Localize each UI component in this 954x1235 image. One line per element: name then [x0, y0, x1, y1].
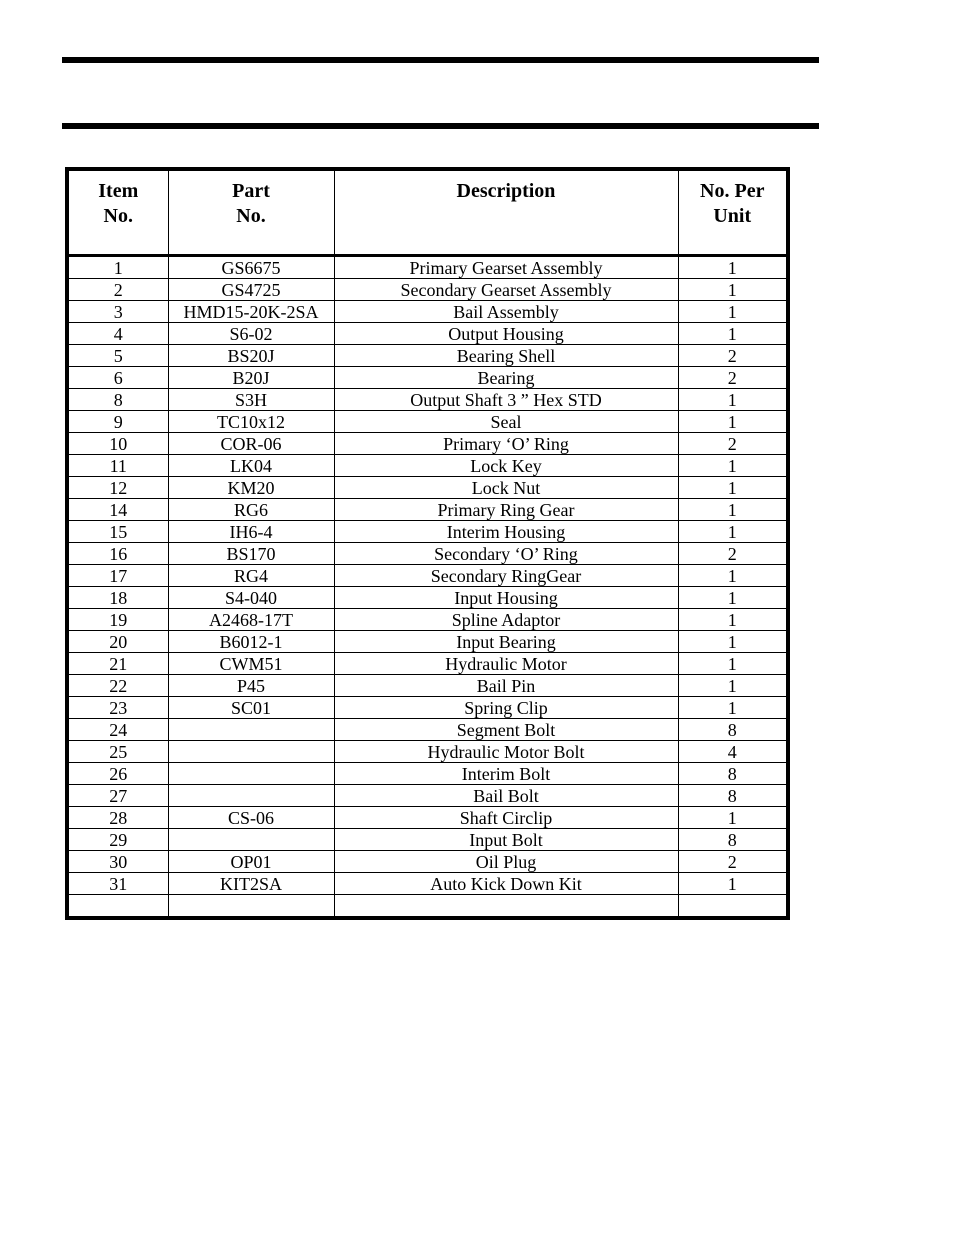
qty-cell: 1	[678, 565, 788, 587]
part-no-cell: KM20	[168, 477, 334, 499]
description-cell: Primary ‘O’ Ring	[334, 433, 678, 455]
qty-cell: 4	[678, 741, 788, 763]
part-no-cell: P45	[168, 675, 334, 697]
part-no-cell	[168, 785, 334, 807]
description-cell: Output Shaft 3 ” Hex STD	[334, 389, 678, 411]
header-item-no: Item No.	[67, 169, 168, 256]
qty-cell: 1	[678, 256, 788, 279]
description-cell: Bail Bolt	[334, 785, 678, 807]
table-row	[67, 653, 788, 675]
table-row	[67, 367, 788, 389]
item-no-cell: 26	[67, 763, 168, 785]
part-no-cell: S6-02	[168, 323, 334, 345]
description-cell: Bearing	[334, 367, 678, 389]
item-no-cell: 24	[67, 719, 168, 741]
part-no-cell: TC10x12	[168, 411, 334, 433]
item-no-cell: 15	[67, 521, 168, 543]
part-no-cell: A2468-17T	[168, 609, 334, 631]
part-no-cell: CWM51	[168, 653, 334, 675]
qty-cell: 1	[678, 653, 788, 675]
part-no-cell: SC01	[168, 697, 334, 719]
qty-cell: 1	[678, 807, 788, 829]
qty-cell: 1	[678, 323, 788, 345]
qty-cell	[678, 895, 788, 919]
table-row	[67, 433, 788, 455]
table-row	[67, 301, 788, 323]
item-no-cell: 2	[67, 279, 168, 301]
part-no-cell: B6012-1	[168, 631, 334, 653]
description-cell	[334, 895, 678, 919]
qty-cell: 1	[678, 455, 788, 477]
part-no-cell: RG6	[168, 499, 334, 521]
description-cell: Lock Nut	[334, 477, 678, 499]
table-row	[67, 389, 788, 411]
qty-cell: 1	[678, 389, 788, 411]
table-row	[67, 521, 788, 543]
table-row	[67, 477, 788, 499]
item-no-cell: 5	[67, 345, 168, 367]
qty-cell: 1	[678, 697, 788, 719]
qty-cell: 1	[678, 477, 788, 499]
item-no-cell: 4	[67, 323, 168, 345]
description-cell: Spring Clip	[334, 697, 678, 719]
part-no-cell: B20J	[168, 367, 334, 389]
table-row	[67, 345, 788, 367]
qty-cell: 1	[678, 631, 788, 653]
qty-cell: 1	[678, 279, 788, 301]
description-cell: Interim Housing	[334, 521, 678, 543]
part-no-cell: IH6-4	[168, 521, 334, 543]
description-cell: Primary Gearset Assembly	[334, 256, 678, 279]
table-row	[67, 587, 788, 609]
item-no-cell: 29	[67, 829, 168, 851]
item-no-cell: 17	[67, 565, 168, 587]
part-no-cell: BS170	[168, 543, 334, 565]
header-row	[67, 169, 788, 256]
table-row	[67, 609, 788, 631]
top-rule	[62, 57, 819, 63]
description-cell: Spline Adaptor	[334, 609, 678, 631]
qty-cell: 1	[678, 609, 788, 631]
description-cell: Bail Assembly	[334, 301, 678, 323]
table-row	[67, 675, 788, 697]
qty-cell: 1	[678, 499, 788, 521]
qty-cell: 2	[678, 433, 788, 455]
qty-cell: 1	[678, 675, 788, 697]
description-cell: Bearing Shell	[334, 345, 678, 367]
item-no-cell	[67, 895, 168, 919]
qty-cell: 1	[678, 587, 788, 609]
table-row	[67, 411, 788, 433]
part-no-cell	[168, 763, 334, 785]
part-no-cell: BS20J	[168, 345, 334, 367]
part-no-cell: COR-06	[168, 433, 334, 455]
qty-cell: 1	[678, 521, 788, 543]
header-description: Description	[334, 169, 678, 256]
qty-cell: 8	[678, 719, 788, 741]
part-no-cell: LK04	[168, 455, 334, 477]
description-cell: Hydraulic Motor Bolt	[334, 741, 678, 763]
item-no-cell: 27	[67, 785, 168, 807]
qty-cell: 1	[678, 411, 788, 433]
item-no-cell: 19	[67, 609, 168, 631]
item-no-cell: 9	[67, 411, 168, 433]
table-row	[67, 499, 788, 521]
item-no-cell: 12	[67, 477, 168, 499]
description-cell: Auto Kick Down Kit	[334, 873, 678, 895]
header-part-no: Part No.	[168, 169, 334, 256]
table-row	[67, 763, 788, 785]
description-cell: Output Housing	[334, 323, 678, 345]
item-no-cell: 23	[67, 697, 168, 719]
description-cell: Hydraulic Motor	[334, 653, 678, 675]
item-no-cell: 14	[67, 499, 168, 521]
part-no-cell: RG4	[168, 565, 334, 587]
description-cell: Secondary Gearset Assembly	[334, 279, 678, 301]
part-no-cell: S3H	[168, 389, 334, 411]
part-no-cell: GS4725	[168, 279, 334, 301]
item-no-cell: 31	[67, 873, 168, 895]
table-row	[67, 323, 788, 345]
item-no-cell: 18	[67, 587, 168, 609]
part-no-cell	[168, 719, 334, 741]
qty-cell: 8	[678, 829, 788, 851]
table-row	[67, 873, 788, 895]
table-row	[67, 697, 788, 719]
description-cell: Secondary ‘O’ Ring	[334, 543, 678, 565]
item-no-cell: 25	[67, 741, 168, 763]
description-cell: Input Housing	[334, 587, 678, 609]
qty-cell: 1	[678, 873, 788, 895]
description-cell: Oil Plug	[334, 851, 678, 873]
item-no-cell: 10	[67, 433, 168, 455]
item-no-cell: 6	[67, 367, 168, 389]
item-no-cell: 21	[67, 653, 168, 675]
description-cell: Input Bolt	[334, 829, 678, 851]
part-no-cell: GS6675	[168, 256, 334, 279]
item-no-cell: 3	[67, 301, 168, 323]
table-row	[67, 785, 788, 807]
description-cell: Primary Ring Gear	[334, 499, 678, 521]
table-row	[67, 565, 788, 587]
table-row	[67, 631, 788, 653]
part-no-cell	[168, 895, 334, 919]
item-no-cell: 11	[67, 455, 168, 477]
table-row	[67, 455, 788, 477]
item-no-cell: 20	[67, 631, 168, 653]
item-no-cell: 22	[67, 675, 168, 697]
parts-table	[65, 167, 790, 920]
part-no-cell: CS-06	[168, 807, 334, 829]
description-cell: Lock Key	[334, 455, 678, 477]
part-no-cell: KIT2SA	[168, 873, 334, 895]
table-row	[67, 543, 788, 565]
part-no-cell: HMD15-20K-2SA	[168, 301, 334, 323]
item-no-cell: 8	[67, 389, 168, 411]
table-row	[67, 829, 788, 851]
qty-cell: 2	[678, 367, 788, 389]
description-cell: Segment Bolt	[334, 719, 678, 741]
description-cell: Interim Bolt	[334, 763, 678, 785]
table-row	[67, 256, 788, 279]
part-no-cell	[168, 829, 334, 851]
item-no-cell: 28	[67, 807, 168, 829]
qty-cell: 8	[678, 785, 788, 807]
part-no-cell: OP01	[168, 851, 334, 873]
item-no-cell: 1	[67, 256, 168, 279]
table-row	[67, 807, 788, 829]
table-row	[67, 851, 788, 873]
header-no-per-unit: No. Per Unit	[678, 169, 788, 256]
description-cell: Seal	[334, 411, 678, 433]
qty-cell: 1	[678, 301, 788, 323]
qty-cell: 8	[678, 763, 788, 785]
table-row	[67, 741, 788, 763]
description-cell: Bail Pin	[334, 675, 678, 697]
table-row	[67, 719, 788, 741]
part-no-cell	[168, 741, 334, 763]
item-no-cell: 30	[67, 851, 168, 873]
qty-cell: 2	[678, 851, 788, 873]
description-cell: Input Bearing	[334, 631, 678, 653]
section-rule	[62, 123, 819, 129]
qty-cell: 2	[678, 345, 788, 367]
qty-cell: 2	[678, 543, 788, 565]
table-row	[67, 279, 788, 301]
table-row	[67, 895, 788, 919]
part-no-cell: S4-040	[168, 587, 334, 609]
description-cell: Secondary RingGear	[334, 565, 678, 587]
description-cell: Shaft Circlip	[334, 807, 678, 829]
item-no-cell: 16	[67, 543, 168, 565]
